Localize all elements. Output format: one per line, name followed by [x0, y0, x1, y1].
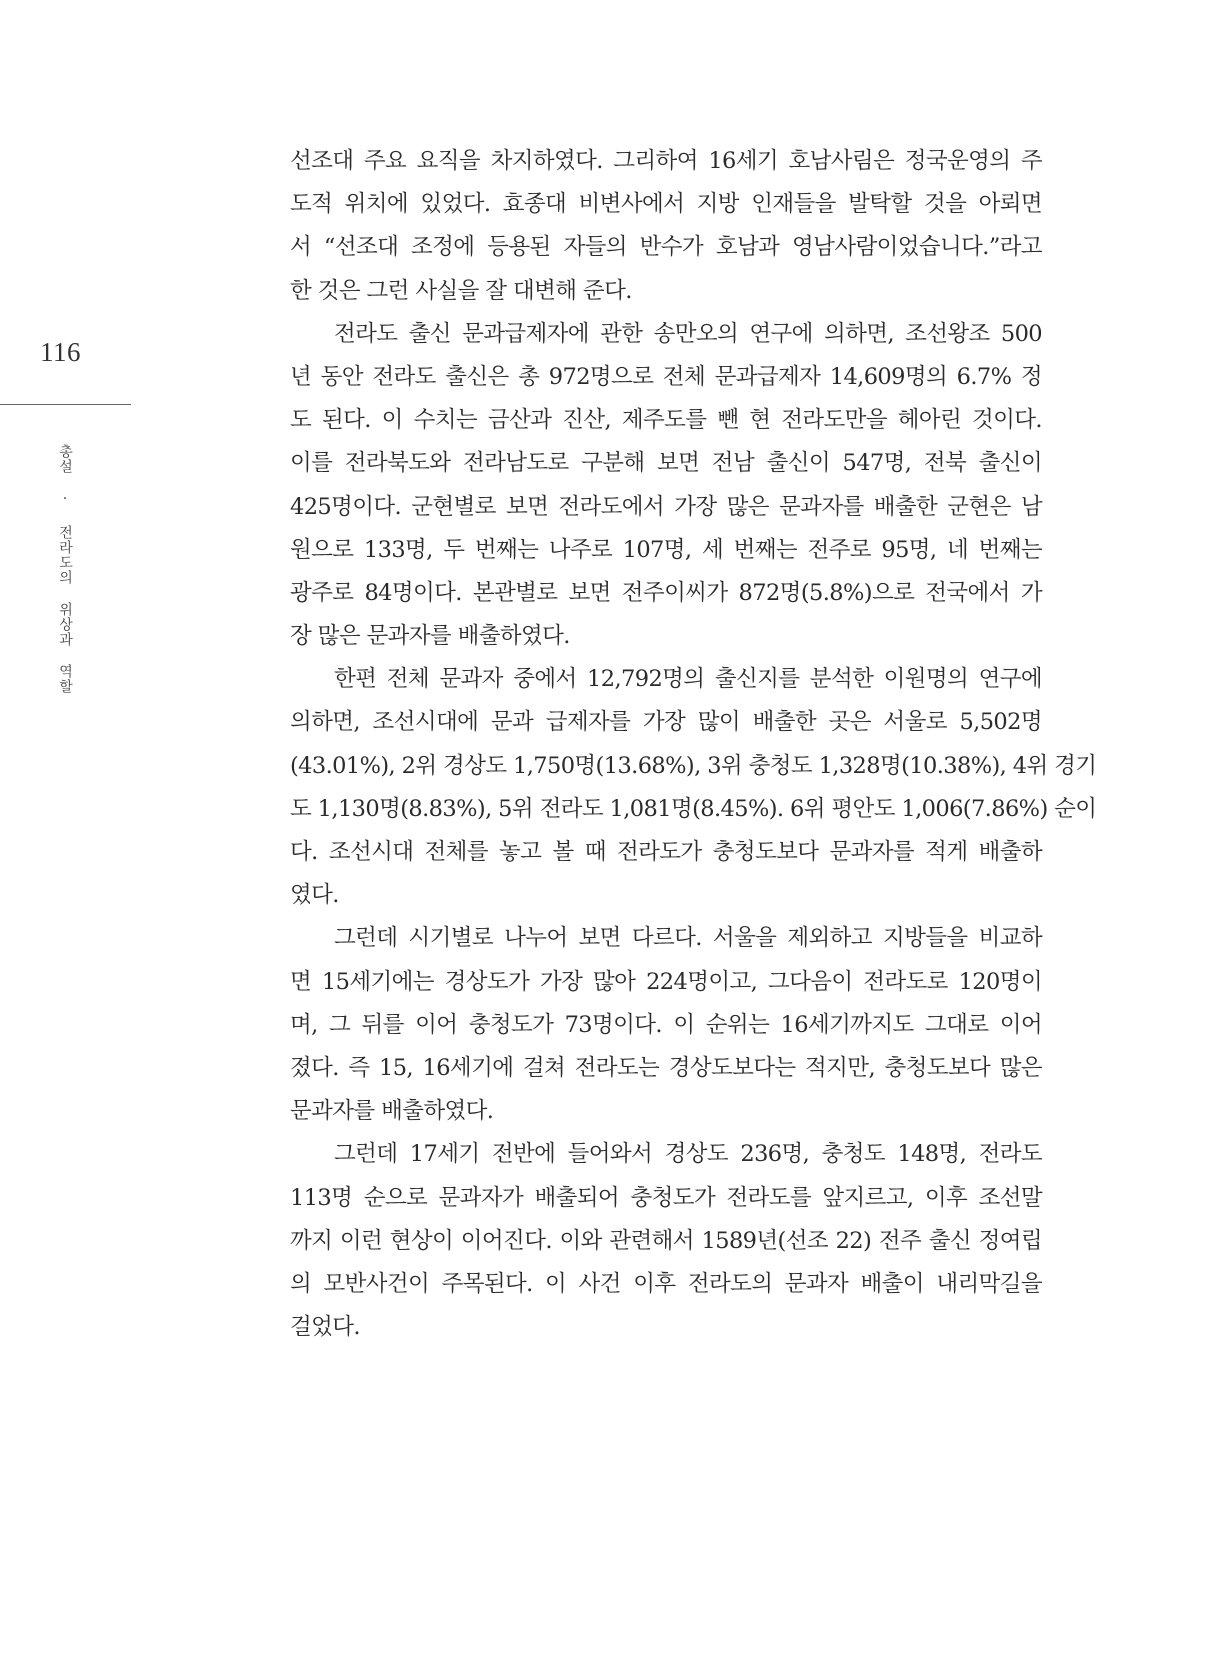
- margin-divider: [0, 404, 131, 405]
- text-line: 그런데 시기별로 나누어 보면 다르다. 서울을 제외하고 지방들을 비교하: [334, 925, 1042, 952]
- text-line: 도 1,130명(8.83%), 5위 전라도 1,081명(8.45%). 6위 평안도 1,006(7.86%) 순이: [290, 795, 1097, 822]
- text-line: 였다.: [290, 882, 339, 909]
- text-line: 까지 이런 현상이 이어진다. 이와 관련해서 1589년(선조 22) 전주 출신 정여립: [290, 1227, 1042, 1254]
- text-line: 선조대 주요 요직을 차지하였다. 그리하여 16세기 호남사림은 정국운영의 주: [290, 148, 1042, 174]
- text-line: 의하면, 조선시대에 문과 급제자를 가장 많이 배출한 곳은 서울로 5,502명: [290, 709, 1042, 736]
- text-line: 전라도 출신 문과급제자에 관한 송만오의 연구에 의하면, 조선왕조 500: [334, 320, 1042, 347]
- text-line: 원으로 133명, 두 번째는 나주로 107명, 세 번째는 전주로 95명, 네 번째는: [290, 536, 1042, 563]
- text-line: 장 많은 문과자를 배출하였다.: [290, 623, 570, 650]
- text-line: 면 15세기에는 경상도가 가장 많아 224명이고, 그다음이 전라도로 120명이: [290, 968, 1042, 995]
- text-line: 년 동안 전라도 출신은 총 972명으로 전체 문과급제자 14,609명의 6.7% 정: [290, 363, 1042, 390]
- paragraph: [290, 658, 1097, 917]
- paragraph: [290, 140, 1042, 313]
- text-line: 한편 전체 문과자 중에서 12,792명의 출신지를 분석한 이원명의 연구에: [334, 666, 1042, 693]
- text-line: 광주로 84명이다. 본관별로 보면 전주이씨가 872명(5.8%)으로 전국에서 가: [290, 579, 1042, 606]
- text-line: 도적 위치에 있었다. 효종대 비변사에서 지방 인재들을 발탁할 것을 아뢰면: [290, 191, 1042, 218]
- paragraph: [290, 1133, 1042, 1349]
- paragraph: [290, 313, 1042, 659]
- text-line: (43.01%), 2위 경상도 1,750명(13.68%), 3위 충청도 1,328명(10.38%), 4위 경기: [290, 752, 1097, 779]
- text-line: 다. 조선시대 전체를 놓고 볼 때 전라도가 충청도보다 문과자를 적게 배출하: [290, 839, 1042, 865]
- text-line: 도 된다. 이 수치는 금산과 진산, 제주도를 뺀 현 전라도만을 헤아린 것이다.: [290, 407, 1042, 434]
- text-line: 며, 그 뒤를 이어 충청도가 73명이다. 이 순위는 16세기까지도 그대로 이어: [290, 1011, 1042, 1038]
- text-line: 113명 순으로 문과자가 배출되어 충청도가 전라도를 앞지르고, 이후 조선말: [290, 1184, 1042, 1211]
- text-line: 425명이다. 군현별로 보면 전라도에서 가장 많은 문과자를 배출한 군현은 남: [290, 493, 1042, 520]
- paragraph: [290, 917, 1042, 1133]
- text-line: 그런데 17세기 전반에 들어와서 경상도 236명, 충청도 148명, 전라도: [334, 1141, 1042, 1168]
- page-number: 116: [40, 337, 81, 367]
- text-line: 이를 전라북도와 전라남도로 구분해 보면 전남 출신이 547명, 전북 출신이: [290, 450, 1042, 477]
- text-line: 서 “선조대 조정에 등용된 자들의 반수가 호남과 영남사람이었습니다.”라고: [290, 234, 1042, 261]
- body-text: [290, 140, 1097, 1349]
- text-line: 졌다. 즉 15, 16세기에 걸쳐 전라도는 경상도보다는 적지만, 충청도보다 많은: [290, 1054, 1042, 1081]
- text-line: 문과자를 배출하였다.: [290, 1098, 494, 1125]
- running-head: 총설 · 전라도의 위상과 역할: [57, 444, 73, 694]
- text-line: 걸었다.: [290, 1314, 360, 1341]
- text-line: 한 것은 그런 사실을 잘 대변해 준다.: [290, 277, 632, 304]
- text-line: 의 모반사건이 주목된다. 이 사건 이후 전라도의 문과자 배출이 내리막길을: [290, 1270, 1042, 1297]
